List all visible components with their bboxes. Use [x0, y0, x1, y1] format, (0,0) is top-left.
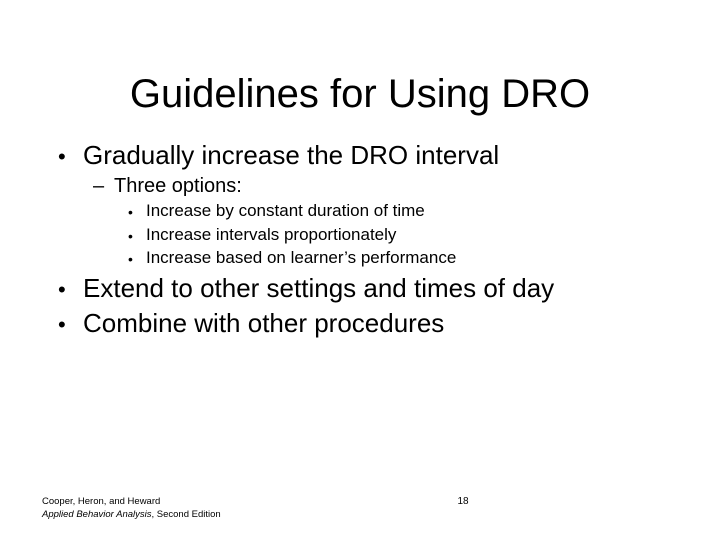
bullet-marker: • — [128, 228, 133, 244]
dash-marker: – — [93, 175, 105, 197]
bullet-text: Increase based on learner’s performance — [146, 248, 457, 267]
sub-bullet-three-options — [93, 174, 593, 198]
bullet-text: Increase intervals proportionately — [146, 225, 397, 244]
bullet-text: Combine with other procedures — [83, 308, 445, 338]
sub-sub-bullet-learner-performance — [128, 248, 578, 268]
bullet-text: Increase by constant duration of time — [146, 201, 425, 220]
bullet-text: Gradually increase the DRO interval — [83, 140, 500, 170]
slide-title: Guidelines for Using DRO — [129, 72, 591, 116]
footer-book-title: Applied Behavior Analysis — [42, 509, 152, 520]
page-number: 18 — [457, 496, 469, 507]
bullet-extend-settings — [58, 273, 678, 303]
bullet-text: Extend to other settings and times of day — [83, 273, 555, 303]
bullet-marker: • — [58, 144, 66, 169]
bullet-gradually-increase — [58, 140, 658, 170]
footer-authors: Cooper, Heron, and Heward — [42, 496, 161, 507]
bullet-marker: • — [58, 312, 66, 337]
bullet-marker: • — [128, 204, 133, 220]
sub-sub-bullet-proportionately — [128, 225, 578, 245]
footer-book-line — [42, 508, 221, 521]
footer-citation — [42, 495, 221, 521]
footer-edition: , Second Edition — [151, 509, 221, 520]
bullet-text: Three options: — [114, 175, 242, 197]
bullet-marker: • — [128, 251, 133, 267]
sub-sub-bullet-constant-duration — [128, 201, 578, 221]
bullet-combine-procedures — [58, 308, 658, 338]
bullet-marker: • — [58, 277, 66, 302]
